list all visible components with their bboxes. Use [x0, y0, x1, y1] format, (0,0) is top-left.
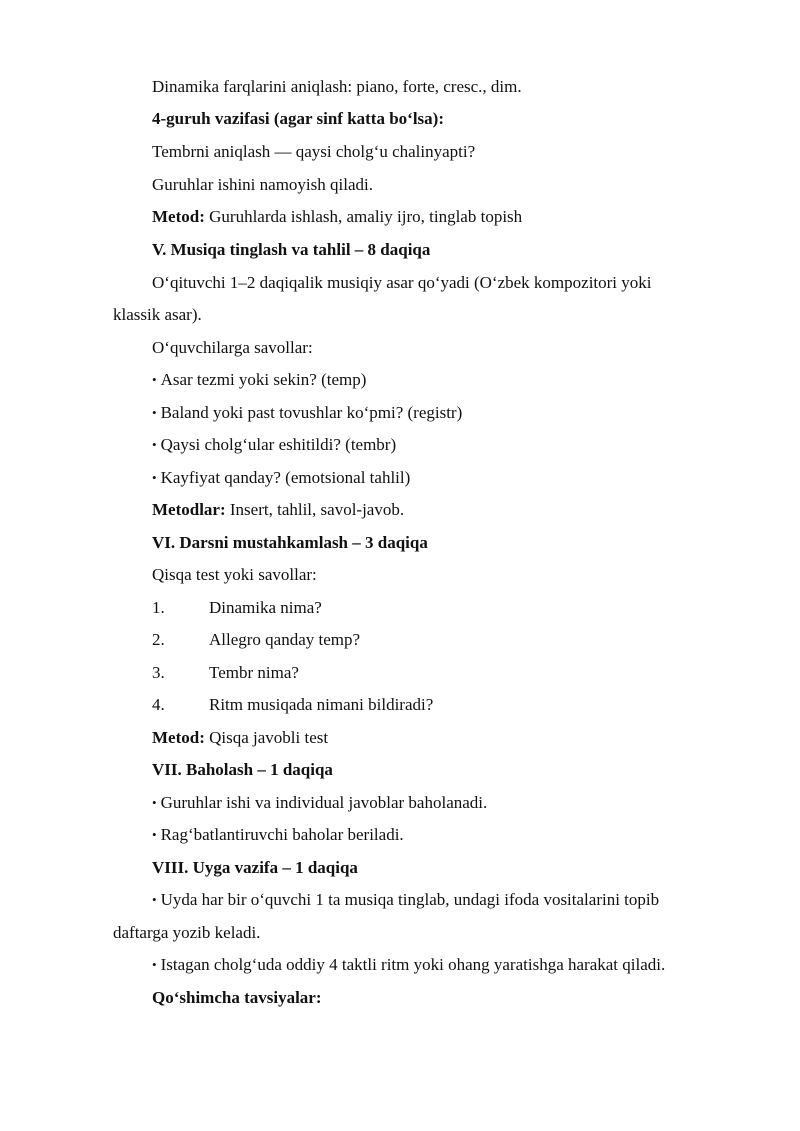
bullet-item-cont: daftarga yozib keladi. — [113, 923, 261, 942]
bullet-icon: • — [152, 795, 157, 810]
bullet-icon: • — [152, 437, 157, 452]
bullet-text: Kayfiyat qanday? (emotsional tahlil) — [160, 468, 411, 487]
bullet-item — [152, 825, 404, 846]
heading-section-viii: VIII. Uyga vazifa – 1 daqiqa — [152, 858, 358, 877]
paragraph-dynamics: Dinamika farqlarini aniqlash: piano, forte, cresc., dim. — [152, 77, 522, 96]
bullet-text: Uyda har bir o‘quvchi 1 ta musiqa tinglab, undagi ifoda vositalarini topib — [160, 890, 660, 909]
method-label: Metod: — [152, 207, 205, 226]
method-label: Metod: — [152, 728, 205, 747]
bullet-icon: • — [152, 827, 157, 842]
bullet-icon: • — [152, 405, 157, 420]
bullet-icon: • — [152, 892, 157, 907]
item-number: 1. — [152, 598, 165, 617]
heading-additional-recommendations: Qo‘shimcha tavsiyalar: — [152, 988, 322, 1007]
heading-section-v: V. Musiqa tinglash va tahlil – 8 daqiqa — [152, 240, 431, 259]
item-text: Dinamika nima? — [209, 598, 322, 617]
paragraph-method-1 — [152, 207, 522, 227]
bullet-item — [152, 890, 659, 911]
item-number: 2. — [152, 630, 165, 649]
bullet-text: Qaysi cholg‘ular eshitildi? (tembr) — [160, 435, 397, 454]
method-text: Guruhlarda ishlash, amaliy ijro, tinglab topish — [204, 207, 523, 226]
methods-label: Metodlar: — [152, 500, 226, 519]
paragraph-student-questions: O‘quvchilarga savollar: — [152, 338, 313, 357]
bullet-item — [152, 468, 410, 489]
item-text: Allegro qanday temp? — [209, 630, 361, 649]
item-number: 3. — [152, 663, 165, 682]
paragraph-teacher-plays-cont: klassik asar). — [113, 305, 202, 324]
item-text: Ritm musiqada nimani bildiradi? — [209, 695, 434, 714]
paragraph-teacher-plays: O‘qituvchi 1–2 daqiqalik musiqiy asar qo‘yadi (O‘zbek kompozitori yoki — [152, 273, 652, 292]
bullet-icon: • — [152, 372, 157, 387]
bullet-item — [152, 793, 487, 814]
bullet-item — [152, 403, 462, 424]
method-text: Qisqa javobli test — [204, 728, 329, 747]
item-number: 4. — [152, 695, 165, 714]
bullet-item — [152, 435, 396, 456]
heading-section-vi: VI. Darsni mustahkamlash – 3 daqiqa — [152, 533, 428, 552]
bullet-text: Istagan cholg‘uda oddiy 4 taktli ritm yoki ohang yaratishga harakat qiladi. — [160, 955, 666, 974]
paragraph-method-2 — [152, 728, 328, 748]
bullet-item — [152, 955, 665, 976]
paragraph-short-test: Qisqa test yoki savollar: — [152, 565, 317, 584]
item-text: Tembr nima? — [209, 663, 299, 682]
methods-text: Insert, tahlil, savol-javob. — [225, 500, 405, 519]
bullet-text: Guruhlar ishi va individual javoblar baholanadi. — [160, 793, 488, 812]
bullet-text: Baland yoki past tovushlar ko‘pmi? (registr) — [160, 403, 463, 422]
paragraph-methods — [152, 500, 404, 520]
bullet-text: Asar tezmi yoki sekin? (temp) — [160, 370, 367, 389]
bullet-item — [152, 370, 366, 391]
heading-section-vii: VII. Baholash – 1 daqiqa — [152, 760, 333, 779]
bullet-icon: • — [152, 957, 157, 972]
bullet-icon: • — [152, 470, 157, 485]
paragraph-groups-present: Guruhlar ishini namoyish qiladi. — [152, 175, 373, 194]
heading-group4-task: 4-guruh vazifasi (agar sinf katta bo‘lsa): — [152, 109, 444, 128]
paragraph-timbre: Tembrni aniqlash — qaysi cholg‘u chalinyapti? — [152, 142, 476, 161]
bullet-text: Rag‘batlantiruvchi baholar beriladi. — [160, 825, 404, 844]
